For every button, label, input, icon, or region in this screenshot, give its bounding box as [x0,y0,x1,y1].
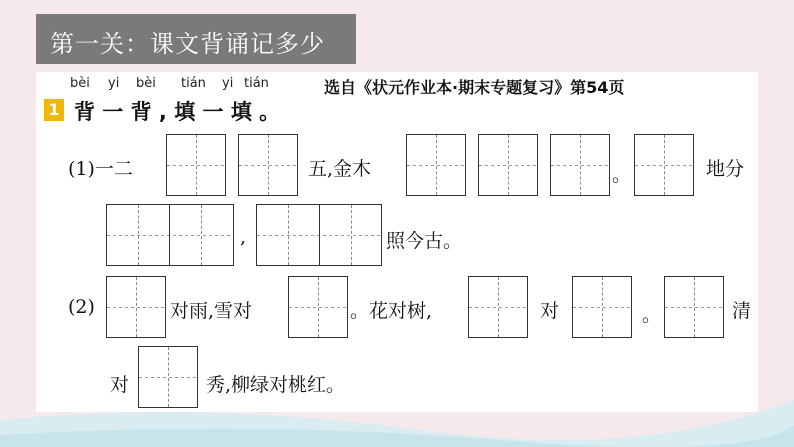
question-title: 背 一 背 , 填 一 填 。 [74,100,281,124]
answer-box[interactable] [166,134,226,196]
pinyin-6: tián [244,76,269,91]
pinyin-2: yi [108,76,120,91]
answer-box[interactable] [664,276,724,338]
line1-text: 五,金木 [308,158,372,180]
line2-comma: , [240,226,247,248]
answer-box-wide[interactable] [106,204,234,266]
line4-tail: 秀,柳绿对桃红。 [206,374,346,396]
question-number-badge: 1 [44,99,64,121]
section-title: 第一关：课文背诵记多少 [50,30,325,58]
line3-period: 。 [642,304,662,326]
line3-tail: 清 [732,300,752,322]
answer-box[interactable] [138,346,198,408]
answer-box[interactable] [572,276,632,338]
answer-box[interactable] [406,134,466,196]
line4-prefix: 对 [110,374,130,396]
line3-text-1: 对雨,雪对 [170,300,253,322]
line3-text-3: 对 [540,300,560,322]
pinyin-3: bèi [136,76,156,91]
answer-box[interactable] [106,276,166,338]
line3-text-2: 。花对树, [350,300,433,322]
pinyin-1: bèi [70,76,90,91]
answer-box-wide[interactable] [256,204,382,266]
section-title-bar [36,14,356,64]
line1-tail: 地分 [706,158,745,180]
answer-box[interactable] [634,134,694,196]
answer-box[interactable] [550,134,610,196]
answer-box[interactable] [288,276,348,338]
answer-box[interactable] [478,134,538,196]
line2-tail: 照今古。 [386,230,463,252]
line1-prefix: (1)一二 [68,158,133,180]
line3-prefix: (2) [68,296,95,318]
source-reference: 选自《状元作业本·期末专题复习》第54页 [324,78,625,97]
pinyin-5: yi [222,76,234,91]
line1-period: 。 [612,164,632,186]
answer-box[interactable] [238,134,298,196]
answer-box[interactable] [468,276,528,338]
pinyin-4: tián [181,76,206,91]
